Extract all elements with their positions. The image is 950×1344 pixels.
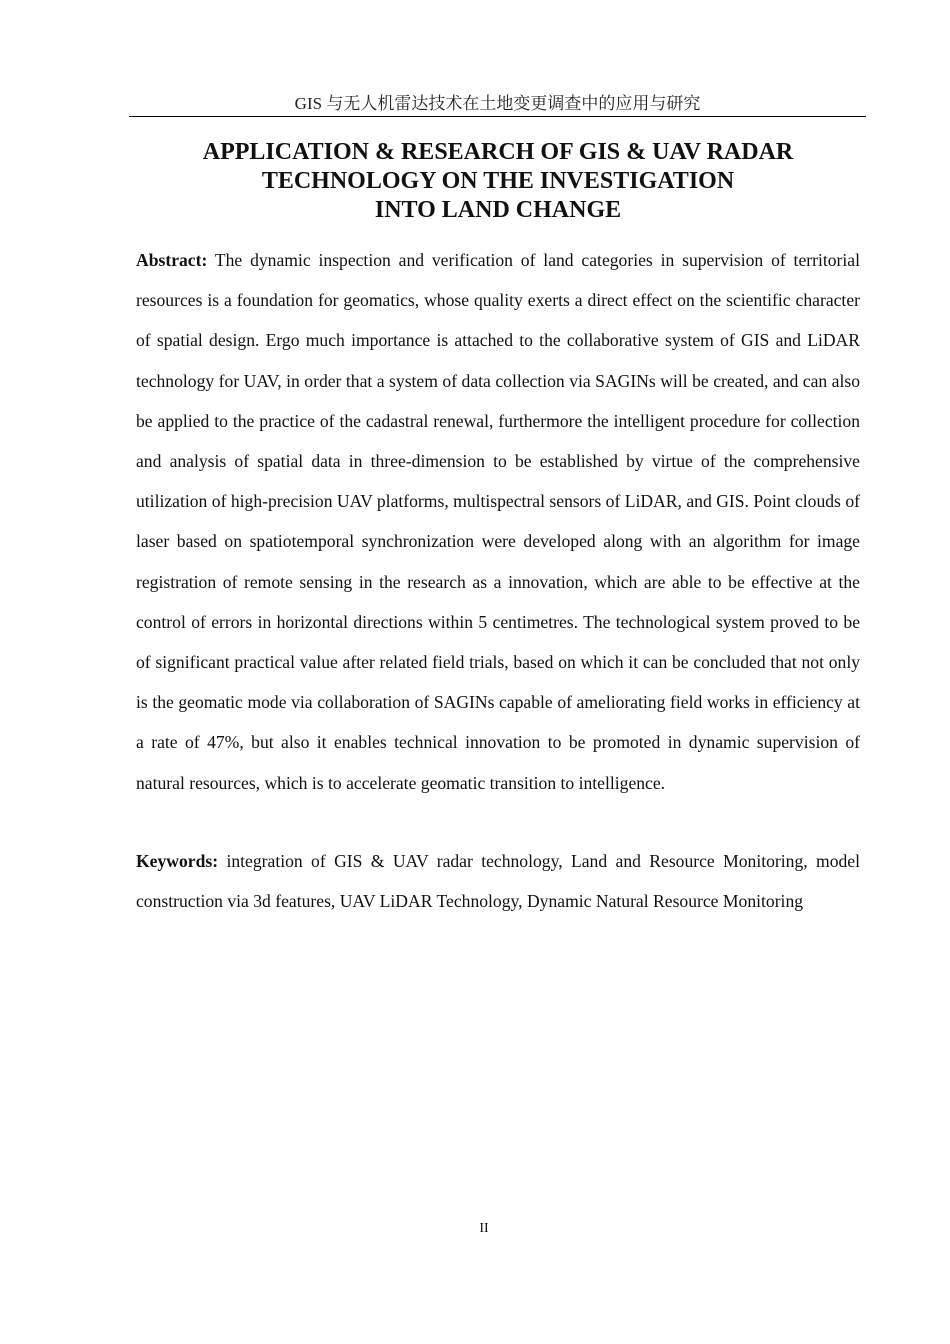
abstract-paragraph <box>136 240 860 803</box>
title-line-2: TECHNOLOGY ON THE INVESTIGATION <box>261 168 735 194</box>
title-line-1: APPLICATION & RESEARCH OF GIS & UAV RADAR <box>202 139 794 165</box>
keywords-paragraph <box>136 841 860 921</box>
paper-title <box>136 138 860 225</box>
keywords-label: Keywords: <box>136 851 219 871</box>
header-rule <box>129 116 866 117</box>
title-line-3: INTO LAND CHANGE <box>374 197 622 223</box>
abstract-label: Abstract: <box>136 250 208 270</box>
running-header: GIS 与无人机雷达技术在土地变更调查中的应用与研究 <box>294 94 701 113</box>
abstract-text: The dynamic inspection and verification of land categories in supervision of territorial resources is a foundation for geomatics, whose quality exerts a direct effect on the scientific character of spatial design. Ergo much importance is attached to the collaborative system of GIS and LiDAR technology for UAV, in order that a system of data collection via SAGINs will be created, and can also be applied to the practice of the cadastral renewal, furthermore the intelligent procedure for collection and analysis of spatial data in three-dimension to be established by virtue of the comprehensive utilization of high-precision UAV platforms, multispectral sensors of LiDAR, and GIS. Point clouds of laser based on spatiotemporal synchronization were developed along with an algorithm for image registration of remote sensing in the research as a innovation, which are able to be effective at the control of errors in horizontal directions within 5 centimetres. The technological system proved to be of significant practical value after related field trials, based on which it can be concluded that not only is the geomatic mode via collaboration of SAGINs capable of ameliorating field works in efficiency at a rate of 47%, but also it enables technical innovation to be promoted in dynamic supervision of natural resources, which is to accelerate geomatic transition to intelligence. <box>136 250 860 793</box>
keywords-text: integration of GIS & UAV radar technology, Land and Resource Monitoring, model construction via 3d features, UAV LiDAR Technology, Dynamic Natural Resource Monitoring <box>136 851 860 912</box>
page-number: II <box>479 1221 489 1236</box>
